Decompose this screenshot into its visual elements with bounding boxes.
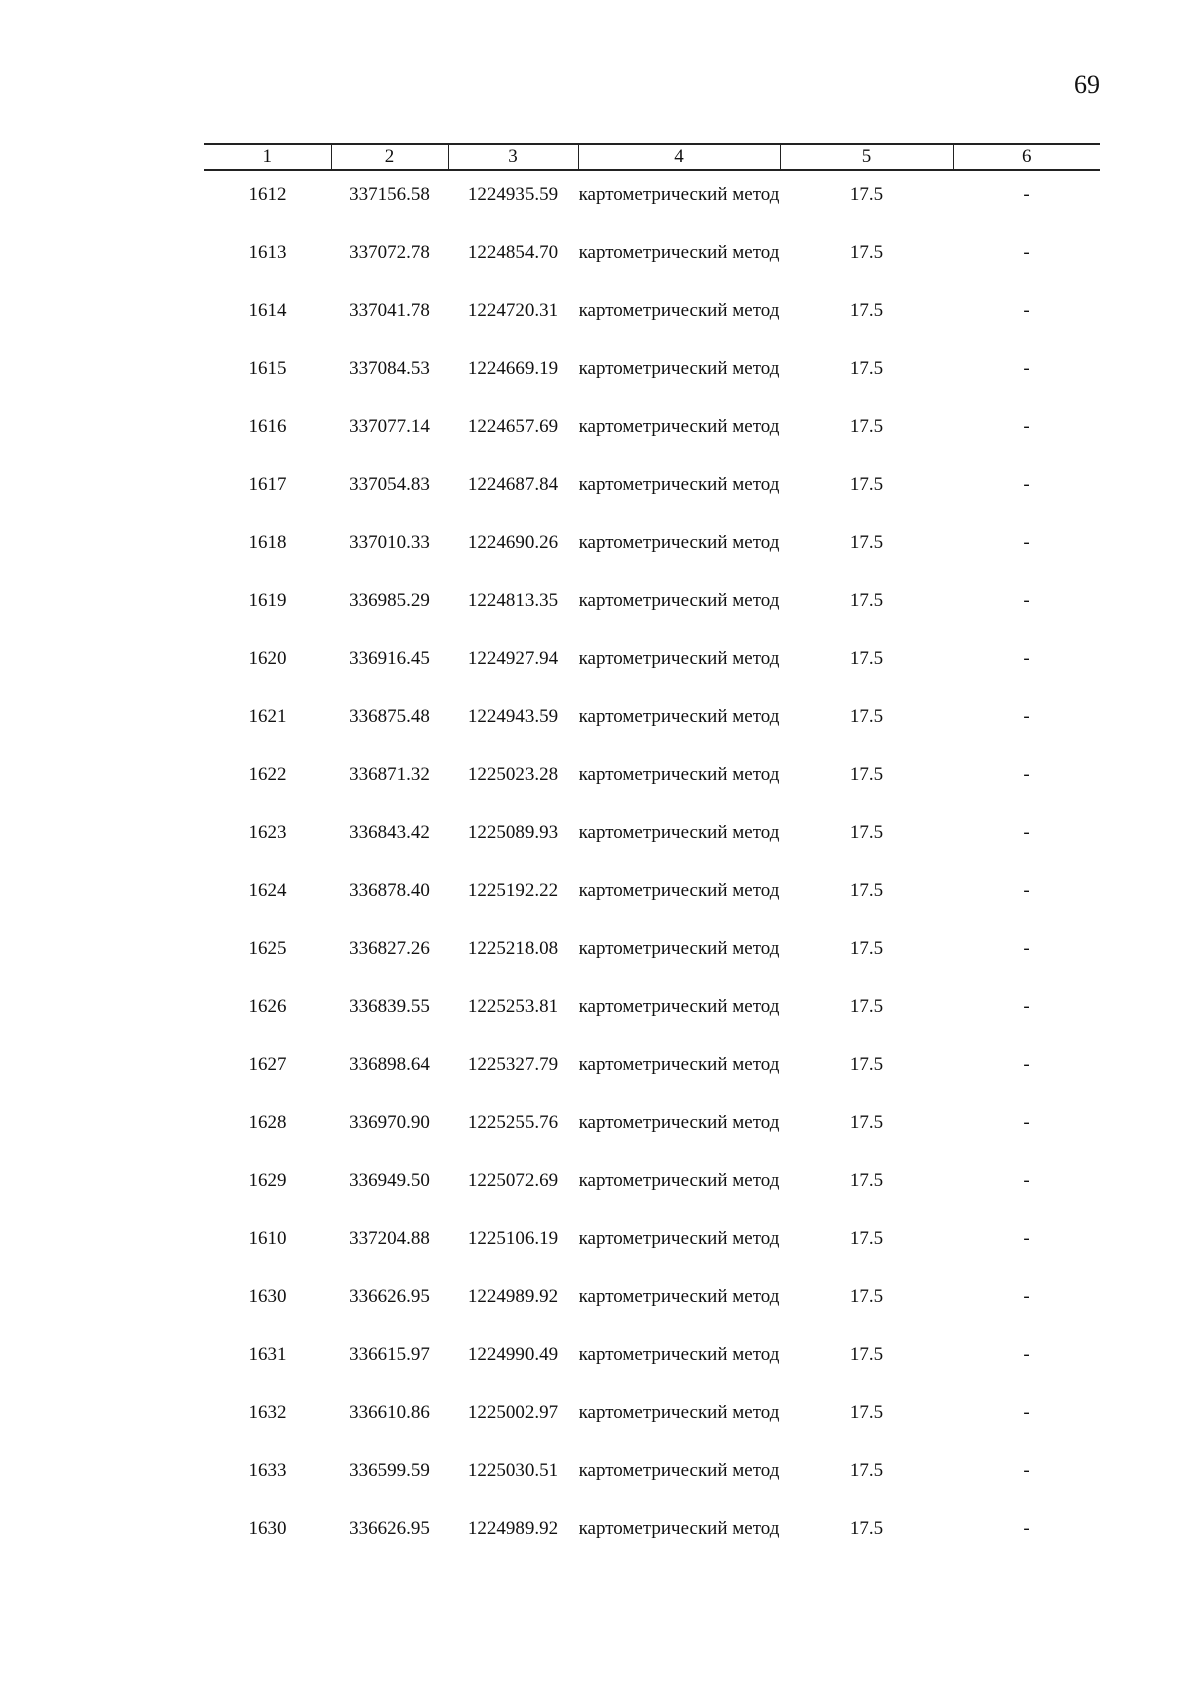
method-cell: картометрический метод <box>578 996 780 1017</box>
note-cell: - <box>1023 474 1030 495</box>
table-row <box>204 473 1100 531</box>
note-cell: - <box>1023 184 1030 205</box>
x-coordinate-cell: 337156.58 <box>349 184 430 205</box>
note-cell: - <box>1023 648 1030 669</box>
note-cell: - <box>1023 532 1030 553</box>
table-row <box>204 937 1100 995</box>
y-coordinate-cell: 1224989.92 <box>467 1518 559 1539</box>
note-cell: - <box>1023 300 1030 321</box>
x-coordinate-cell: 336827.26 <box>349 938 430 959</box>
x-coordinate-cell: 336970.90 <box>349 1112 430 1133</box>
point-number-cell: 1623 <box>248 822 287 843</box>
y-coordinate-cell: 1224989.92 <box>467 1286 559 1307</box>
accuracy-cell: 17.5 <box>849 1112 884 1133</box>
note-cell: - <box>1023 1460 1030 1481</box>
table-row <box>204 995 1100 1053</box>
table-row <box>204 705 1100 763</box>
point-number-cell: 1614 <box>248 300 287 321</box>
header-row <box>204 144 1100 170</box>
note-cell: - <box>1023 1402 1030 1423</box>
x-coordinate-cell: 337054.83 <box>349 474 430 495</box>
method-cell: картометрический метод <box>578 590 780 611</box>
y-coordinate-cell: 1224990.49 <box>467 1344 559 1365</box>
point-number-cell: 1610 <box>248 1228 287 1249</box>
accuracy-cell: 17.5 <box>849 474 884 495</box>
x-coordinate-cell: 336871.32 <box>349 764 430 785</box>
point-number-cell: 1631 <box>248 1344 287 1365</box>
x-coordinate-cell: 337072.78 <box>349 242 430 263</box>
x-coordinate-cell: 336610.86 <box>349 1402 430 1423</box>
method-cell: картометрический метод <box>578 1170 780 1191</box>
point-number-cell: 1627 <box>248 1054 287 1075</box>
accuracy-cell: 17.5 <box>849 1344 884 1365</box>
method-cell: картометрический метод <box>578 474 780 495</box>
note-cell: - <box>1023 706 1030 727</box>
x-coordinate-cell: 337077.14 <box>349 416 430 437</box>
header-cell-1: 1 <box>204 144 331 170</box>
note-cell: - <box>1023 996 1030 1017</box>
y-coordinate-cell: 1225072.69 <box>467 1170 559 1191</box>
page-number: 69 <box>1074 70 1100 99</box>
y-coordinate-cell: 1225023.28 <box>467 764 559 785</box>
header-cell-6: 6 <box>953 144 1100 170</box>
y-coordinate-cell: 1225089.93 <box>467 822 559 843</box>
table-row <box>204 879 1100 937</box>
table-row <box>204 1111 1100 1169</box>
method-cell: картометрический метод <box>578 822 780 843</box>
header-cell-2: 2 <box>331 144 448 170</box>
method-cell: картометрический метод <box>578 358 780 379</box>
table-row <box>204 1053 1100 1111</box>
y-coordinate-cell: 1225106.19 <box>467 1228 559 1249</box>
method-cell: картометрический метод <box>578 648 780 669</box>
accuracy-cell: 17.5 <box>849 706 884 727</box>
point-number-cell: 1617 <box>248 474 287 495</box>
method-cell: картометрический метод <box>578 1054 780 1075</box>
y-coordinate-cell: 1225030.51 <box>467 1460 559 1481</box>
method-cell: картометрический метод <box>578 938 780 959</box>
point-number-cell: 1632 <box>248 1402 287 1423</box>
y-coordinate-cell: 1225192.22 <box>467 880 559 901</box>
method-cell: картометрический метод <box>578 764 780 785</box>
table-row <box>204 357 1100 415</box>
accuracy-cell: 17.5 <box>849 1054 884 1075</box>
point-number-cell: 1625 <box>248 938 287 959</box>
accuracy-cell: 17.5 <box>849 1460 884 1481</box>
table-row <box>204 1169 1100 1227</box>
point-number-cell: 1613 <box>248 242 287 263</box>
note-cell: - <box>1023 1112 1030 1133</box>
method-cell: картометрический метод <box>578 1228 780 1249</box>
y-coordinate-cell: 1225002.97 <box>467 1402 559 1423</box>
table-row <box>204 415 1100 473</box>
point-number-cell: 1633 <box>248 1460 287 1481</box>
method-cell: картометрический метод <box>578 1518 780 1539</box>
point-number-cell: 1630 <box>248 1518 287 1539</box>
y-coordinate-cell: 1224720.31 <box>467 300 559 321</box>
accuracy-cell: 17.5 <box>849 532 884 553</box>
accuracy-cell: 17.5 <box>849 938 884 959</box>
x-coordinate-cell: 337041.78 <box>349 300 430 321</box>
method-cell: картометрический метод <box>578 416 780 437</box>
point-number-cell: 1619 <box>248 590 287 611</box>
note-cell: - <box>1023 242 1030 263</box>
method-cell: картометрический метод <box>578 706 780 727</box>
y-coordinate-cell: 1225255.76 <box>467 1112 559 1133</box>
point-number-cell: 1616 <box>248 416 287 437</box>
accuracy-cell: 17.5 <box>849 184 884 205</box>
y-coordinate-cell: 1225218.08 <box>467 938 559 959</box>
accuracy-cell: 17.5 <box>849 1286 884 1307</box>
accuracy-cell: 17.5 <box>849 648 884 669</box>
x-coordinate-cell: 337084.53 <box>349 358 430 379</box>
x-coordinate-cell: 336843.42 <box>349 822 430 843</box>
table-row <box>204 763 1100 821</box>
x-coordinate-cell: 336898.64 <box>349 1054 430 1075</box>
note-cell: - <box>1023 590 1030 611</box>
table-row <box>204 531 1100 589</box>
method-cell: картометрический метод <box>578 880 780 901</box>
accuracy-cell: 17.5 <box>849 416 884 437</box>
y-coordinate-cell: 1224935.59 <box>467 184 559 205</box>
method-cell: картометрический метод <box>578 242 780 263</box>
point-number-cell: 1626 <box>248 996 287 1017</box>
accuracy-cell: 17.5 <box>849 764 884 785</box>
x-coordinate-cell: 336839.55 <box>349 996 430 1017</box>
table-row <box>204 821 1100 879</box>
point-number-cell: 1622 <box>248 764 287 785</box>
method-cell: картометрический метод <box>578 1460 780 1481</box>
header-cell-5: 5 <box>780 144 953 170</box>
y-coordinate-cell: 1224669.19 <box>467 358 559 379</box>
accuracy-cell: 17.5 <box>849 358 884 379</box>
note-cell: - <box>1023 880 1030 901</box>
accuracy-cell: 17.5 <box>849 880 884 901</box>
y-coordinate-cell: 1224943.59 <box>467 706 559 727</box>
method-cell: картометрический метод <box>578 300 780 321</box>
table-row <box>204 1517 1100 1575</box>
note-cell: - <box>1023 1344 1030 1365</box>
x-coordinate-cell: 336626.95 <box>349 1518 430 1539</box>
table-row <box>204 589 1100 647</box>
table-row <box>204 241 1100 299</box>
method-cell: картометрический метод <box>578 1112 780 1133</box>
point-number-cell: 1615 <box>248 358 287 379</box>
x-coordinate-cell: 336878.40 <box>349 880 430 901</box>
note-cell: - <box>1023 1518 1030 1539</box>
note-cell: - <box>1023 764 1030 785</box>
accuracy-cell: 17.5 <box>849 590 884 611</box>
x-coordinate-cell: 336985.29 <box>349 590 430 611</box>
point-number-cell: 1618 <box>248 532 287 553</box>
table-row <box>204 1285 1100 1343</box>
coordinates-table <box>204 143 1100 1575</box>
y-coordinate-cell: 1224813.35 <box>467 590 559 611</box>
table-body <box>204 170 1100 1575</box>
y-coordinate-cell: 1224687.84 <box>467 474 559 495</box>
method-cell: картометрический метод <box>578 1286 780 1307</box>
x-coordinate-cell: 336626.95 <box>349 1286 430 1307</box>
x-coordinate-cell: 336615.97 <box>349 1344 430 1365</box>
note-cell: - <box>1023 416 1030 437</box>
point-number-cell: 1624 <box>248 880 287 901</box>
y-coordinate-cell: 1225327.79 <box>467 1054 559 1075</box>
method-cell: картометрический метод <box>578 1402 780 1423</box>
method-cell: картометрический метод <box>578 184 780 205</box>
x-coordinate-cell: 336916.45 <box>349 648 430 669</box>
accuracy-cell: 17.5 <box>849 1228 884 1249</box>
x-coordinate-cell: 336875.48 <box>349 706 430 727</box>
note-cell: - <box>1023 1228 1030 1249</box>
table-header <box>204 144 1100 170</box>
note-cell: - <box>1023 1286 1030 1307</box>
point-number-cell: 1620 <box>248 648 287 669</box>
y-coordinate-cell: 1225253.81 <box>467 996 559 1017</box>
accuracy-cell: 17.5 <box>849 822 884 843</box>
table-row <box>204 299 1100 357</box>
accuracy-cell: 17.5 <box>849 996 884 1017</box>
x-coordinate-cell: 336599.59 <box>349 1460 430 1481</box>
x-coordinate-cell: 337010.33 <box>349 532 430 553</box>
x-coordinate-cell: 337204.88 <box>349 1228 430 1249</box>
point-number-cell: 1621 <box>248 706 287 727</box>
note-cell: - <box>1023 938 1030 959</box>
table-row <box>204 647 1100 705</box>
point-number-cell: 1612 <box>248 184 287 205</box>
method-cell: картометрический метод <box>578 1344 780 1365</box>
y-coordinate-cell: 1224690.26 <box>467 532 559 553</box>
y-coordinate-cell: 1224927.94 <box>467 648 559 669</box>
accuracy-cell: 17.5 <box>849 1402 884 1423</box>
table-row <box>204 1343 1100 1401</box>
note-cell: - <box>1023 1054 1030 1075</box>
table-row <box>204 1459 1100 1517</box>
note-cell: - <box>1023 1170 1030 1191</box>
point-number-cell: 1628 <box>248 1112 287 1133</box>
header-cell-3: 3 <box>448 144 578 170</box>
point-number-cell: 1629 <box>248 1170 287 1191</box>
y-coordinate-cell: 1224854.70 <box>467 242 559 263</box>
accuracy-cell: 17.5 <box>849 1170 884 1191</box>
method-cell: картометрический метод <box>578 532 780 553</box>
accuracy-cell: 17.5 <box>849 1518 884 1539</box>
accuracy-cell: 17.5 <box>849 242 884 263</box>
x-coordinate-cell: 336949.50 <box>349 1170 430 1191</box>
note-cell: - <box>1023 358 1030 379</box>
header-cell-4: 4 <box>578 144 780 170</box>
point-number-cell: 1630 <box>248 1286 287 1307</box>
note-cell: - <box>1023 822 1030 843</box>
accuracy-cell: 17.5 <box>849 300 884 321</box>
table-row <box>204 1401 1100 1459</box>
y-coordinate-cell: 1224657.69 <box>467 416 559 437</box>
table-row <box>204 170 1100 241</box>
table-row <box>204 1227 1100 1285</box>
